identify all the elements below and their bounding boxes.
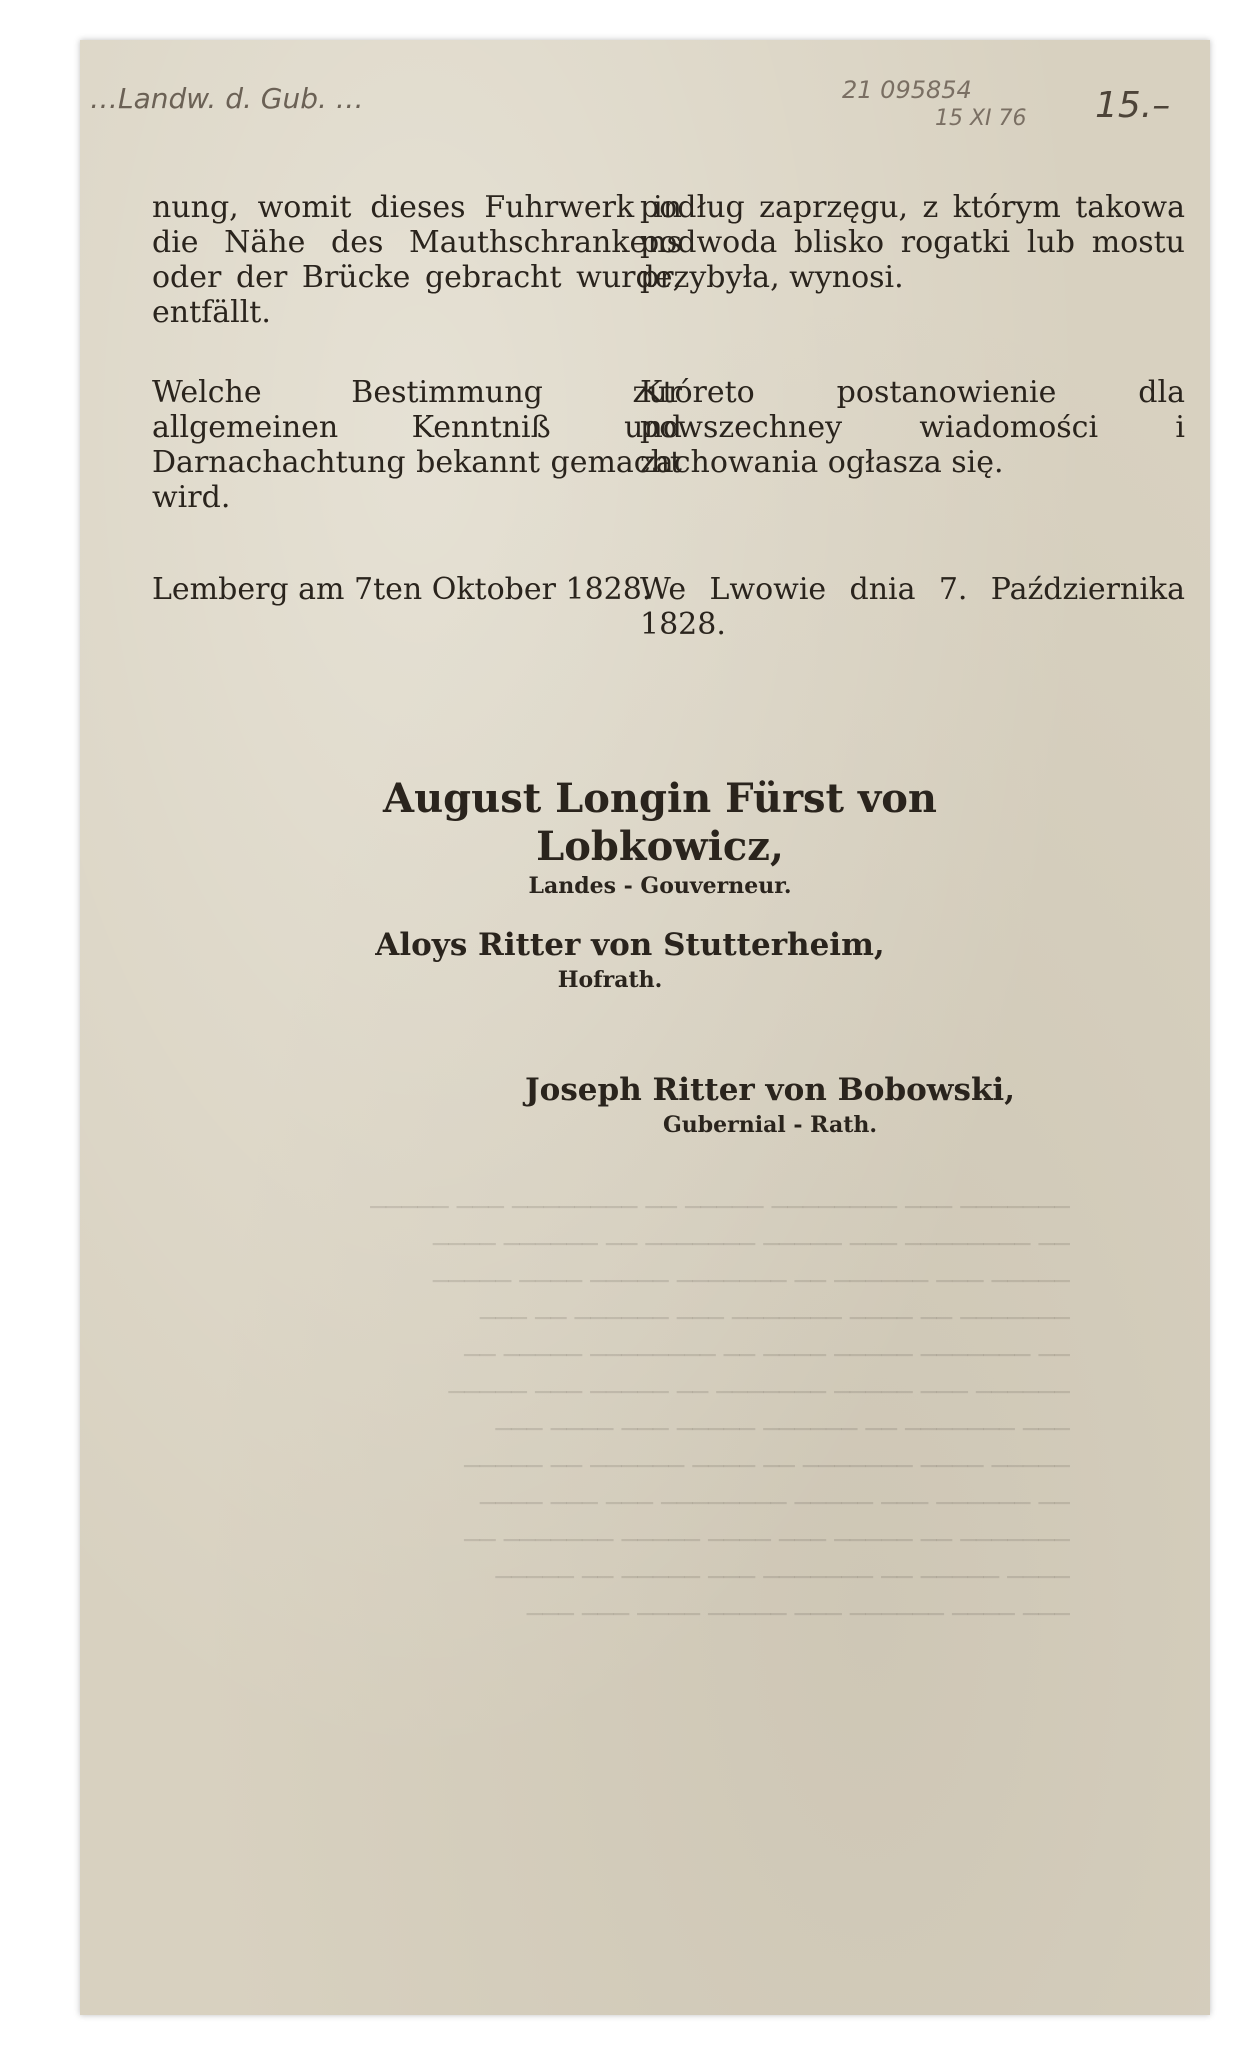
handwritten-catalog-date: 15 XI 76 [935,106,1027,131]
document-page [80,40,1210,2015]
signature-1-name: August Longin Fürst von Lobkowicz, [383,775,937,870]
signature-3-title: Gubernial - Rath. [662,1112,878,1138]
signature-2-name: Aloys Ritter von Stutterheim, [375,927,885,963]
german-paragraph-2: Welche Bestimmung zur allgemeinen Kenntniß und Darnachachtung bekannt gemacht wird. [152,375,682,515]
signature-2-title: Hofrath. [557,967,663,993]
polish-paragraph-1: podług zaprzęgu, z którym takowa podwoda blisko rogatki lub mostu przybyła, wynosi. [640,190,1185,295]
bleed-through-texture: ─────── ─── ──────── ───── ── ──────── ─── ───── ── ──────── ─── ───── ─────── ── ────── ──── ───── ─── ────── ── ─────── ───── ──── ───── ─────── ── ──── ─────── ─── ────── ── ─── ── ─────── ───── ──── ── ──────── ───── ── ────── ─── ───── ─────── ── ───── ─── ───── ─── ─────── ── ────── ───── ─── ──── ─── ───── ──── ─────── ── ──── ────── ── ───── ── ────── ─── ───── ──────── ─── ─── ──── ─────── ── ───── ─── ──── ───── ─────── ── ──── ───── ── ─────── ─── ───── ── ───── ─── ──── ────── ─── ───── ──── ─── ─── [370,1193,1070,1630]
polish-paragraph-2: Któreto postanowienie dla powszechney wiadomości i zachowania ogłasza się. [640,375,1185,480]
handwritten-price: 15.– [1095,85,1171,126]
german-paragraph-3: Lemberg am 7ten Oktober 1828. [152,572,652,607]
signature-1 [260,775,1060,901]
german-paragraph-1: nung, womit dieses Fuhrwerk in die Nähe des Mauthschrankens oder der Brücke gebracht wurde, entfällt. [152,190,682,330]
signature-1-title: Landes - Gouverneur. [528,873,792,899]
handwritten-catalog-number: 21 095854 [842,76,972,104]
signature-2 [330,925,930,995]
signature-3-name: Joseph Ritter von Bobowski, [525,1072,1015,1108]
handwritten-note-top-left: …Landw. d. Gub. … [90,82,364,115]
polish-paragraph-3: We Lwowie dnia 7. Października 1828. [640,572,1185,642]
signature-3 [520,1070,1020,1140]
